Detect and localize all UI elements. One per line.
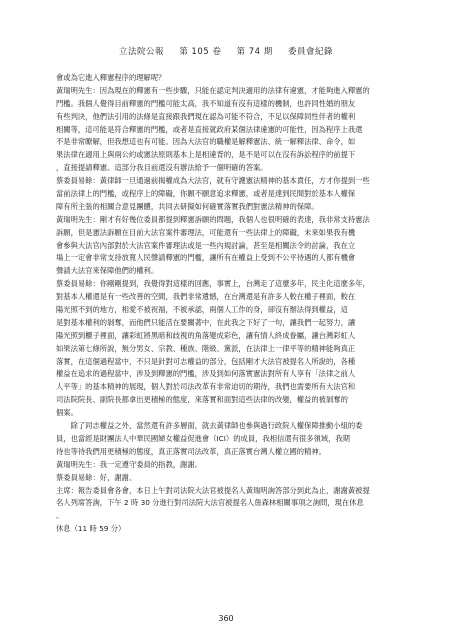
transcript-line: 落實，在這個過程當中，不只是針對可志權益的部分，包括剛才大法官被提名人所說的，各種 <box>56 356 356 366</box>
issue-number: 第 74 期 <box>236 47 273 57</box>
transcript-line: 黃瑞明先生：因為現在的釋憲有一些步驟，只能在認定判決適用的法律有違憲，才能夠進入釋憲的 <box>56 85 370 95</box>
transcript-line: 待也等待我們用更積極的態度，真正落實司法改革，真正落實台灣人權立國的精神。 <box>56 446 326 456</box>
transcript-body <box>56 72 412 536</box>
transcript-line: 蔡委員易餘：你剛剛提到，我覺得對這樣的回應，事實上，台灣走了這麼多年，民主化這麼多年， <box>56 279 370 289</box>
page-number: 360 <box>218 614 234 623</box>
transcript-line: ，直接提請釋憲。這部分我目前還沒有辦法給予一個明確的答案。 <box>56 163 268 173</box>
transcript-line: 主席：報告委員會各會，本日上午對司法院大法官被提名人黃瑞明詢答部分到此為止，謝謝黃被提 <box>56 485 370 495</box>
page-header <box>0 45 452 57</box>
transcript-line: 黃瑞明先生：剛才有好幾位委員都提到釋憲訴願的問題，我個人也很明確的表達，我非常支持憲法 <box>56 214 370 224</box>
transcript-line: 門檻。我個人覺得目前釋憲的門檻可能太高，我不知道有沒有這樣的機制，也許同性婚的朋友 <box>56 98 356 108</box>
transcript-line: 有些判決，他們法引用的法條是直接跟我們現在認為可能不符合，不足以保障同性伴者的權利 <box>56 111 356 121</box>
transcript-line: 名人列席答詢，下午 2 時 30 分進行對司法院大法官被提名人詹森林相關事項之詢問，現在休息 <box>56 498 364 508</box>
transcript-line: 訴願，但是憲法訴願在目前大法官案件審理法，可能還有一些法律上的障礙，未來如果我有機 <box>56 227 356 237</box>
transcript-line: 不是非常瞭解，但我想這也有可能。因為大法官的職權是解釋憲法、統一解釋法律、命令，如 <box>56 137 356 147</box>
section-title: 委員會紀錄 <box>287 47 333 57</box>
transcript-line: 場上一定會非常支持放寬人民聲請釋憲的門檻，讓所有在權益上受到不公平待遇的人都有機會 <box>56 253 356 263</box>
transcript-line: 。 <box>56 511 64 521</box>
transcript-line: 休息（11 時 59 分） <box>56 524 126 534</box>
volume-number: 第 105 卷 <box>179 47 222 57</box>
transcript-line: 相關等，這可能是符合釋憲的門檻，或者是直接就政府某個法律違憲的可能性，因為程序上我還 <box>56 124 363 134</box>
transcript-line: 陽光照不到的地方，相愛不被祝福，不被承認，兩個人工作的身，卻沒有辦法得到權益，這 <box>56 305 348 315</box>
transcript-line: 會參與大法官內部對於大法官案件審理法或是一些內規討論，甚至是相關法令的討論，我在立 <box>56 240 356 250</box>
transcript-line: 權益在追求的過程當中，涉及到釋憲的門檻，涉及到如何落實憲法對所有人享有「法律之前人 <box>56 369 356 379</box>
transcript-line: 除了同志權益之外，當然還有許多層面，就去黃律師也參與過行政院人權保障推動小組的委 <box>56 421 363 431</box>
transcript-line: 司法院院長、副院長都拿出更積極的態度，來落實和面對這些法律的改變，權益的被剝奪的 <box>56 395 348 405</box>
transcript-line: 陽光照到櫃子裡面，讓彩虹將黑暗和歧視的角落變成彩色，讓有情人終成眷屬，讓台灣彩虹人 <box>56 330 356 340</box>
transcript-line: 黃瑞明先生：我一定遵守委員的指教，謝謝。 <box>56 459 202 469</box>
transcript-line: 蔡委員易餘：好，謝謝。 <box>56 472 137 482</box>
transcript-line: 員，也當經是財團法人中華民國婦女權益促進會（ICI）的成員，我相信還有很多領域，我期 <box>56 433 350 443</box>
transcript-line: 人平等」的基本精神的展現，個人對於司法改革有非常迫切的期待，我們也需要所有大法官和 <box>56 382 356 392</box>
transcript-line: 對基本人權還是有一些改善的空間，我們非常遺憾，在台灣還是有許多人較在權子裡面，較在 <box>56 292 356 302</box>
transcript-line: 個案。 <box>56 408 78 418</box>
transcript-line: 果法律在適用上與兩公約或憲法原則基本上是相違背的，是不是可以在沒有訴訟程序的前提下 <box>56 150 356 160</box>
transcript-line: 是對基本權利的剝奪，而他們只能活在要關著中，在此我之下好了一句，讓我們一起努力，讓 <box>56 317 356 327</box>
transcript-line: 如果法第七條所說，無分男女、宗教、種族、階級、黨派，在法律上一律平等的精神能夠真正 <box>56 343 356 353</box>
transcript-line: 聲請大法官來保障他們的權利。 <box>56 266 159 276</box>
transcript-line: 會或為它進入釋憲程序的理解呢？ <box>56 73 166 82</box>
transcript-line: 障有所主張的相關合意見團體，共同去研擬如何確實落實我們對憲法精神的保障。 <box>56 201 319 211</box>
publication-name: 立法院公報 <box>118 47 164 57</box>
transcript-line: 蔡委員易餘：黃律師一旦通過前揭權成為大法官，就有守護憲法精神的基本責任，方才你提到一些 <box>56 176 370 186</box>
transcript-line: 當前法律上的門檻，或程序上的障礙，你願不願意追求釋憲，或者是達到民間對於基本人權保 <box>56 189 356 199</box>
